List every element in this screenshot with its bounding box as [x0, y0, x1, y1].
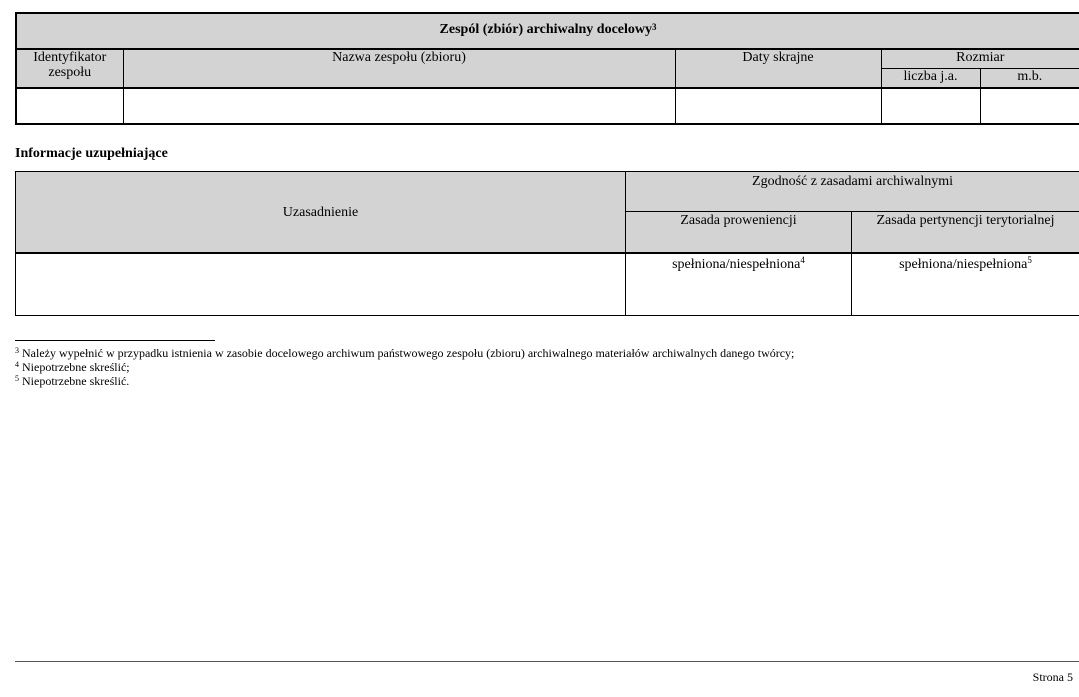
- header-mb: m.b.: [980, 69, 1079, 89]
- cell-pertynencja[interactable]: [852, 253, 1079, 316]
- footnote-ref: 4: [800, 255, 805, 265]
- proweniencja-value: spełniona/niespełniona: [672, 257, 801, 272]
- footnote-number: 5: [15, 374, 19, 383]
- header-daty: Daty skrajne: [675, 49, 881, 88]
- footnote-text: Należy wypełnić w przypadku istnienia w zasobie docelowego archiwum państwowego zespołu (zbioru) archiwalnego materiałów archiwalnych danego twórcy;: [19, 346, 795, 360]
- footnote-text: Niepotrzebne skreślić;: [19, 360, 130, 374]
- cell-uzasadnienie[interactable]: [16, 253, 626, 316]
- header-pertynencja: Zasada pertynencji terytorialnej: [852, 212, 1079, 254]
- cell-nazwa[interactable]: [123, 88, 675, 124]
- footnote-number: 3: [15, 346, 19, 355]
- cell-mb[interactable]: [980, 88, 1079, 124]
- target-fonds-table: [15, 12, 1079, 125]
- table-title-cell: [16, 13, 1079, 49]
- page-number: Strona 5: [1032, 670, 1073, 684]
- footnote: [15, 374, 794, 388]
- pertynencja-value: spełniona/niespełniona: [899, 257, 1028, 272]
- footnote: [15, 360, 794, 374]
- footnote-ref: 5: [1027, 255, 1032, 265]
- footnote-ref: 3: [652, 21, 657, 32]
- footnote-number: 4: [15, 360, 19, 369]
- footnotes: [15, 346, 794, 388]
- header-rozmiar: Rozmiar: [881, 49, 1079, 69]
- footnote: [15, 346, 794, 360]
- cell-liczba-ja[interactable]: [881, 88, 980, 124]
- footnote-text: Niepotrzebne skreślić.: [19, 374, 130, 388]
- page-footer-rule: [15, 661, 1079, 662]
- cell-proweniencja[interactable]: [626, 253, 852, 316]
- header-zgodnosc: Zgodność z zasadami archiwalnymi: [626, 172, 1079, 212]
- header-uzasadnienie: Uzasadnienie: [16, 172, 626, 254]
- cell-daty[interactable]: [675, 88, 881, 124]
- footnote-separator: [15, 340, 215, 341]
- supplementary-info-table: [15, 171, 1079, 316]
- table-title: Zespól (zbiór) archiwalny docelowy: [439, 21, 653, 37]
- header-identyfikator: Identyfikator zespołu: [16, 49, 123, 88]
- header-proweniencja: Zasada proweniencji: [626, 212, 852, 254]
- cell-identyfikator[interactable]: [16, 88, 123, 124]
- section-heading: Informacje uzupełniające: [15, 146, 168, 161]
- header-liczba-ja: liczba j.a.: [881, 69, 980, 89]
- header-nazwa: Nazwa zespołu (zbioru): [123, 49, 675, 88]
